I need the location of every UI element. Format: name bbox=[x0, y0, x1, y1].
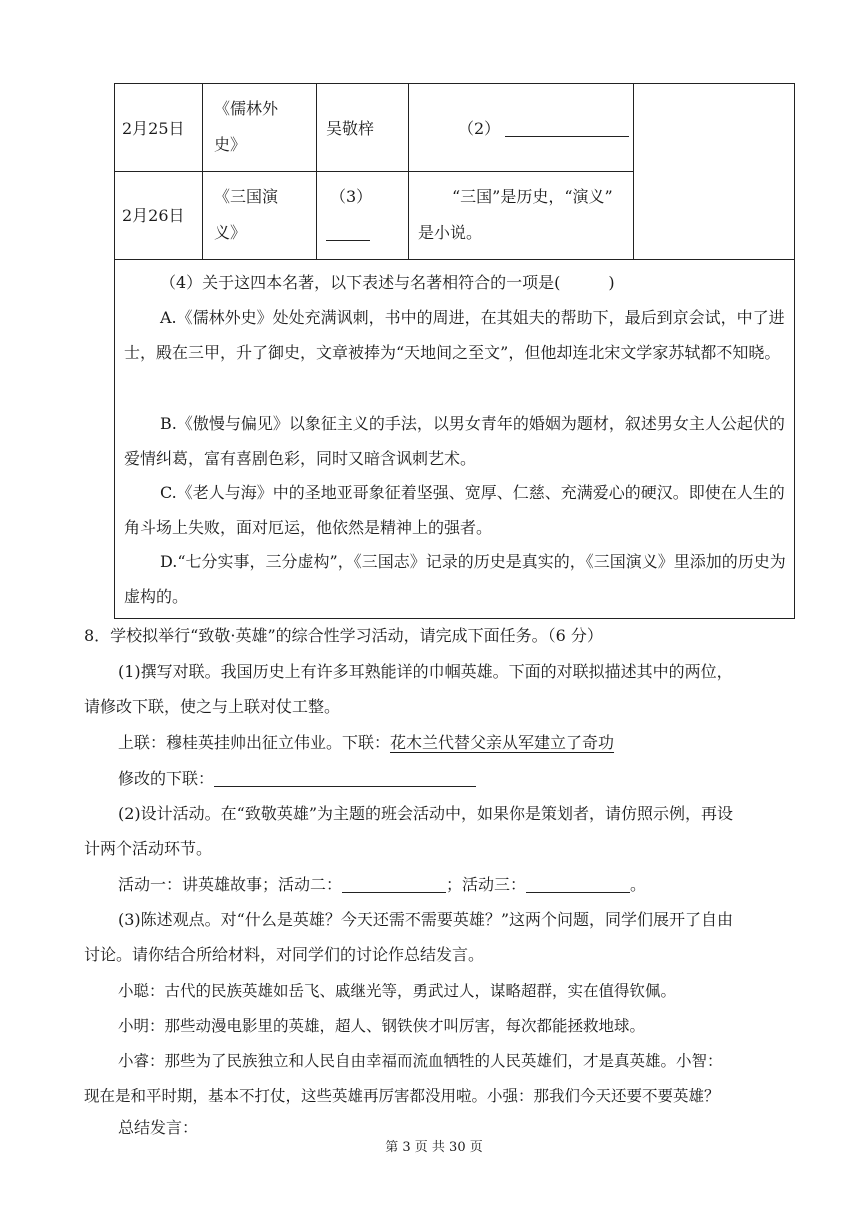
page-footer: 第 3 页 共 30 页 bbox=[385, 1140, 483, 1155]
row2-author: （3） bbox=[330, 187, 373, 206]
material-xiaorui-line2: 现在是和平时期，基本不打仗，这些英雄再厉害都没用啦。小强：那我们今天还要不要英雄？ bbox=[84, 1087, 720, 1105]
activity-2-blank[interactable] bbox=[342, 874, 446, 893]
material-xiaorui-line1: 小睿：那些为了民族独立和人民自由幸福而流血牺牲的人民英雄们，才是真英雄。小智： bbox=[118, 1052, 723, 1070]
row2-note-line2: 是小说。 bbox=[418, 223, 483, 242]
revised-couplet-line: 修改的下联： bbox=[118, 765, 476, 793]
row1-book-line2: 史》 bbox=[214, 135, 247, 154]
revised-couplet-blank[interactable] bbox=[214, 768, 476, 787]
q8-part1-line2: 请修改下联，使之与上联对仗工整。 bbox=[84, 697, 341, 716]
table-divider bbox=[114, 171, 634, 172]
q4-option-b: B.《傲慢与偏见》以象征主义的手法，以男女青年的婚姻为题材，叙述男女主人公起伏的爱情纠葛，富有喜剧色彩，同时又暗含讽刺艺术。 bbox=[124, 414, 785, 468]
row1-author: 吴敬梓 bbox=[326, 119, 375, 138]
row1-book-line1: 《儒林外 bbox=[214, 99, 279, 118]
row2-note-line1: “三国”是历史，“演义” bbox=[452, 187, 613, 206]
couplet-upper: 上联：穆桂英挂帅出征立伟业。下联： bbox=[118, 733, 391, 752]
row1-date: 2月25日 bbox=[122, 119, 185, 138]
material-xiaocong: 小聪：古代的民族英雄如岳飞、戚继光等，勇武过人，谋略超群，实在值得钦佩。 bbox=[118, 982, 677, 1000]
answer-blank-2[interactable] bbox=[505, 118, 629, 137]
table-divider bbox=[633, 83, 634, 259]
row2-book-line1: 《三国演 bbox=[214, 187, 279, 206]
q8-part2-line2: 计两个活动环节。 bbox=[84, 839, 213, 858]
answer-blank-3-cell bbox=[326, 215, 370, 251]
row2-date: 2月26日 bbox=[122, 206, 185, 225]
row1-note: （2） bbox=[458, 111, 629, 147]
table-divider bbox=[114, 259, 795, 260]
answer-blank-3[interactable] bbox=[326, 222, 370, 241]
q4-option-a: A.《儒林外史》处处充满讽刺，书中的周进，在其姐夫的帮助下，最后到京会试，中了进士，殿在三甲，升了御史，文章被捧为“天地间之至文”，但他却连北宋文学家苏轼都不知晓。 bbox=[124, 308, 785, 362]
table-divider bbox=[202, 83, 203, 259]
activity-3-blank[interactable] bbox=[526, 874, 630, 893]
table-divider bbox=[316, 83, 317, 259]
q4-option-d: D.“七分实事，三分虚构”，《三国志》记录的历史是真实的，《三国演义》里添加的历史为虚构的。 bbox=[124, 552, 786, 606]
activity-line: 活动一：讲英雄故事；活动二： ；活动三： 。 bbox=[118, 875, 647, 894]
q8-part3-line1: (3)陈述观点。对“什么是英雄？今天还需不需要英雄？”这两个问题，同学们展开了自由 bbox=[118, 910, 734, 929]
q8-part3-line2: 讨论。请你结合所给材料，对同学们的讨论作总结发言。 bbox=[84, 945, 485, 964]
q8-part2-line1: (2)设计活动。在“致敬英雄”为主题的班会活动中，如果你是策划者，请仿照示例，再设 bbox=[118, 804, 734, 823]
q8-title: 8．学校拟举行“致敬·英雄”的综合性学习活动，请完成下面任务。（6 分） bbox=[84, 626, 603, 645]
material-xiaoming: 小明：那些动漫电影里的英雄，超人、钢铁侠才叫厉害，每次都能拯救地球。 bbox=[118, 1017, 646, 1035]
q4-prompt: （4）关于这四本名著，以下表述与名著相符合的一项是( ) bbox=[160, 273, 615, 292]
q8-part1-line1: (1)撰写对联。我国历史上有许多耳熟能详的巾帼英雄。下面的对联拟描述其中的两位， bbox=[118, 662, 733, 681]
couplet-line bbox=[118, 729, 614, 757]
table-divider bbox=[408, 83, 409, 259]
q4-option-c: C.《老人与海》中的圣地亚哥象征着坚强、宽厚、仁慈、充满爱心的硬汉。即使在人生的角斗场上失败，面对厄运，他依然是精神上的强者。 bbox=[124, 483, 785, 537]
summary-label: 总结发言： bbox=[118, 1118, 199, 1137]
row2-book-line2: 义》 bbox=[214, 223, 247, 242]
couplet-lower: 花木兰代替父亲从军建立了奇功 bbox=[390, 733, 615, 752]
